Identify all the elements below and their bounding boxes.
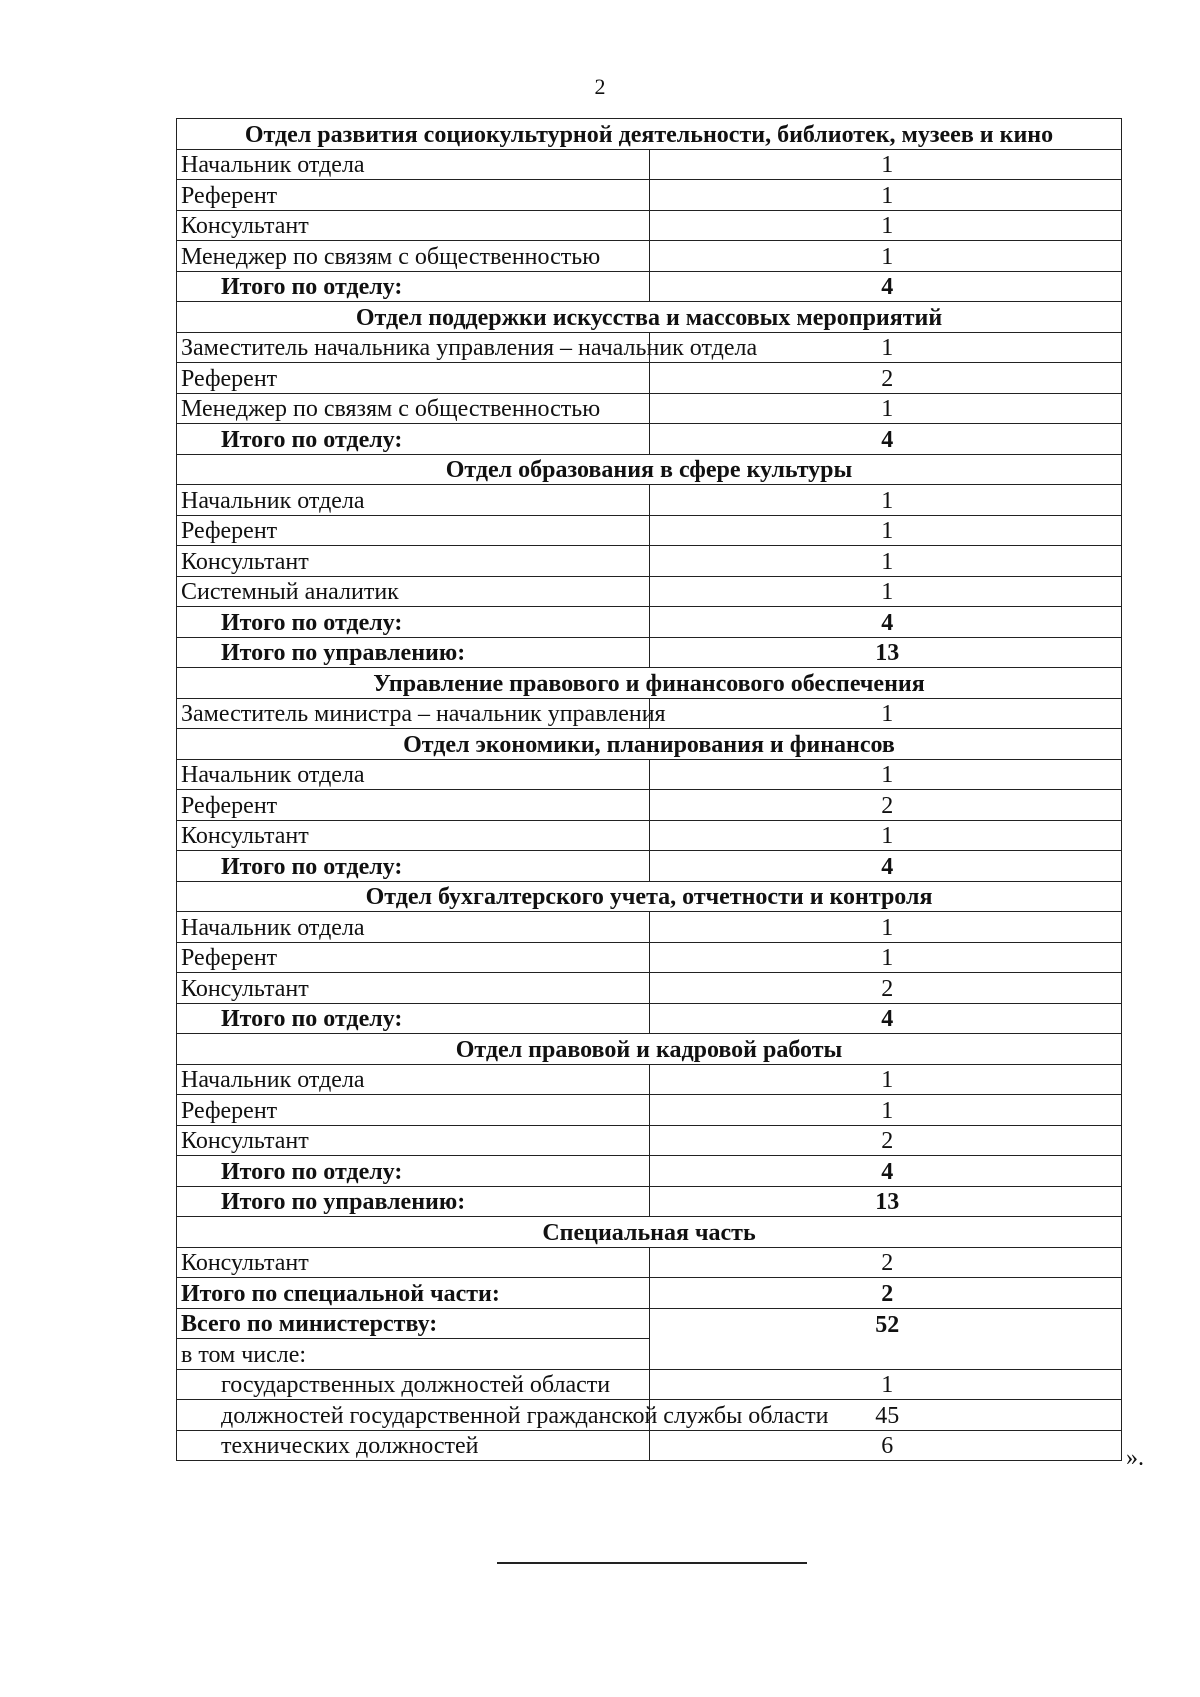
position-row <box>177 1064 1122 1095</box>
position-count <box>649 1339 1122 1370</box>
position-row <box>177 973 1122 1004</box>
section-title: Отдел развития социокультурной деятельности, библиотек, музеев и кино <box>177 119 1122 150</box>
position-count: 4 <box>649 1003 1122 1034</box>
position-name: Менеджер по связям с общественностью <box>177 241 650 272</box>
position-name: Итого по отделу: <box>177 271 650 302</box>
grand-total-row <box>177 1308 1122 1339</box>
position-name: Итого по отделу: <box>177 1156 650 1187</box>
position-row <box>177 912 1122 943</box>
section-title: Специальная часть <box>177 1217 1122 1248</box>
position-count: 4 <box>649 607 1122 638</box>
position-row <box>177 485 1122 516</box>
position-name: Референт <box>177 1095 650 1126</box>
position-count: 1 <box>649 332 1122 363</box>
position-name: Итого по специальной части: <box>177 1278 650 1309</box>
position-row <box>177 759 1122 790</box>
subtotal-row <box>177 851 1122 882</box>
subtotal-row <box>177 1156 1122 1187</box>
position-name: Всего по министерству: <box>177 1308 650 1339</box>
section-title: Отдел бухгалтерского учета, отчетности и контроля <box>177 881 1122 912</box>
breakdown-row <box>177 1430 1122 1461</box>
position-count: 1 <box>649 820 1122 851</box>
position-name: Консультант <box>177 1247 650 1278</box>
position-name: Итого по управлению: <box>177 1186 650 1217</box>
section-header-row <box>177 729 1122 760</box>
subtotal-row <box>177 637 1122 668</box>
section-header-row <box>177 454 1122 485</box>
position-name: Итого по отделу: <box>177 424 650 455</box>
position-count: 1 <box>649 210 1122 241</box>
staffing-table <box>176 118 1122 1461</box>
subtotal-row <box>177 1003 1122 1034</box>
subtotal-row <box>177 607 1122 638</box>
position-name: Итого по управлению: <box>177 637 650 668</box>
position-name: в том числе: <box>177 1339 650 1370</box>
position-count: 1 <box>649 546 1122 577</box>
position-count: 2 <box>649 790 1122 821</box>
position-name: Консультант <box>177 973 650 1004</box>
position-name: Референт <box>177 515 650 546</box>
position-count: 13 <box>649 637 1122 668</box>
position-row <box>177 1247 1122 1278</box>
position-name: Системный аналитик <box>177 576 650 607</box>
position-name: Консультант <box>177 1125 650 1156</box>
position-count: 1 <box>649 515 1122 546</box>
page-number: 2 <box>594 74 606 99</box>
position-count: 2 <box>649 1125 1122 1156</box>
position-count: 2 <box>649 1247 1122 1278</box>
position-count: 6 <box>649 1430 1122 1461</box>
position-row <box>177 820 1122 851</box>
position-count: 1 <box>649 942 1122 973</box>
position-name: Начальник отдела <box>177 912 650 943</box>
position-count: 1 <box>649 1064 1122 1095</box>
position-name: Начальник отдела <box>177 485 650 516</box>
position-name: Консультант <box>177 546 650 577</box>
position-count: 1 <box>649 576 1122 607</box>
position-count: 2 <box>649 1278 1122 1309</box>
position-count: 4 <box>649 424 1122 455</box>
position-count: 2 <box>649 363 1122 394</box>
position-name: Начальник отдела <box>177 1064 650 1095</box>
position-count: 13 <box>649 1186 1122 1217</box>
position-count: 4 <box>649 851 1122 882</box>
section-title: Отдел правовой и кадровой работы <box>177 1034 1122 1065</box>
position-count: 1 <box>649 1095 1122 1126</box>
breakdown-row <box>177 1400 1122 1431</box>
closing-quote: ». <box>1126 1445 1144 1471</box>
position-count: 45 <box>649 1400 1122 1431</box>
position-row <box>177 1095 1122 1126</box>
section-header-row <box>177 119 1122 150</box>
position-name: Заместитель министра – начальник управления <box>177 698 650 729</box>
position-row <box>177 241 1122 272</box>
position-name: Итого по отделу: <box>177 1003 650 1034</box>
section-title: Управление правового и финансового обеспечения <box>177 668 1122 699</box>
position-name: государственных должностей области <box>177 1369 650 1400</box>
section-title: Отдел образования в сфере культуры <box>177 454 1122 485</box>
position-count: 4 <box>649 1156 1122 1187</box>
position-row <box>177 363 1122 394</box>
section-header-row <box>177 881 1122 912</box>
position-row <box>177 210 1122 241</box>
subtotal-row <box>177 424 1122 455</box>
section-title: Отдел экономики, планирования и финансов <box>177 729 1122 760</box>
position-count: 1 <box>649 393 1122 424</box>
position-name: Референт <box>177 942 650 973</box>
section-header-row <box>177 668 1122 699</box>
position-count: 4 <box>649 271 1122 302</box>
subtotal-row <box>177 271 1122 302</box>
section-header-row <box>177 302 1122 333</box>
position-row <box>177 149 1122 180</box>
position-row <box>177 790 1122 821</box>
position-count: 1 <box>649 698 1122 729</box>
position-name: Референт <box>177 180 650 211</box>
section-header-row <box>177 1034 1122 1065</box>
position-name: Итого по отделу: <box>177 851 650 882</box>
position-count: 1 <box>649 241 1122 272</box>
section-header-row <box>177 1217 1122 1248</box>
position-name: Начальник отдела <box>177 759 650 790</box>
position-count: 1 <box>649 912 1122 943</box>
position-row <box>177 942 1122 973</box>
position-name: Заместитель начальника управления – начальник отдела <box>177 332 650 363</box>
grand-total-row <box>177 1278 1122 1309</box>
position-count: 1 <box>649 149 1122 180</box>
position-count: 1 <box>649 180 1122 211</box>
position-count: 2 <box>649 973 1122 1004</box>
position-row <box>177 393 1122 424</box>
note-row <box>177 1339 1122 1370</box>
position-row <box>177 332 1122 363</box>
position-name: Референт <box>177 363 650 394</box>
position-row <box>177 546 1122 577</box>
position-name: Консультант <box>177 820 650 851</box>
position-name: технических должностей <box>177 1430 650 1461</box>
section-title: Отдел поддержки искусства и массовых мероприятий <box>177 302 1122 333</box>
position-count: 1 <box>649 1369 1122 1400</box>
position-row <box>177 698 1122 729</box>
position-name: Начальник отдела <box>177 149 650 180</box>
position-name: Референт <box>177 790 650 821</box>
position-name: должностей государственной гражданской службы области <box>177 1400 650 1431</box>
staffing-table-body <box>177 119 1122 1461</box>
position-name: Консультант <box>177 210 650 241</box>
bottom-divider <box>497 1562 807 1564</box>
position-count: 1 <box>649 485 1122 516</box>
position-count: 52 <box>649 1308 1122 1339</box>
breakdown-row <box>177 1369 1122 1400</box>
position-count: 1 <box>649 759 1122 790</box>
position-name: Менеджер по связям с общественностью <box>177 393 650 424</box>
position-row <box>177 180 1122 211</box>
position-row <box>177 1125 1122 1156</box>
position-name: Итого по отделу: <box>177 607 650 638</box>
position-row <box>177 576 1122 607</box>
position-row <box>177 515 1122 546</box>
subtotal-row <box>177 1186 1122 1217</box>
